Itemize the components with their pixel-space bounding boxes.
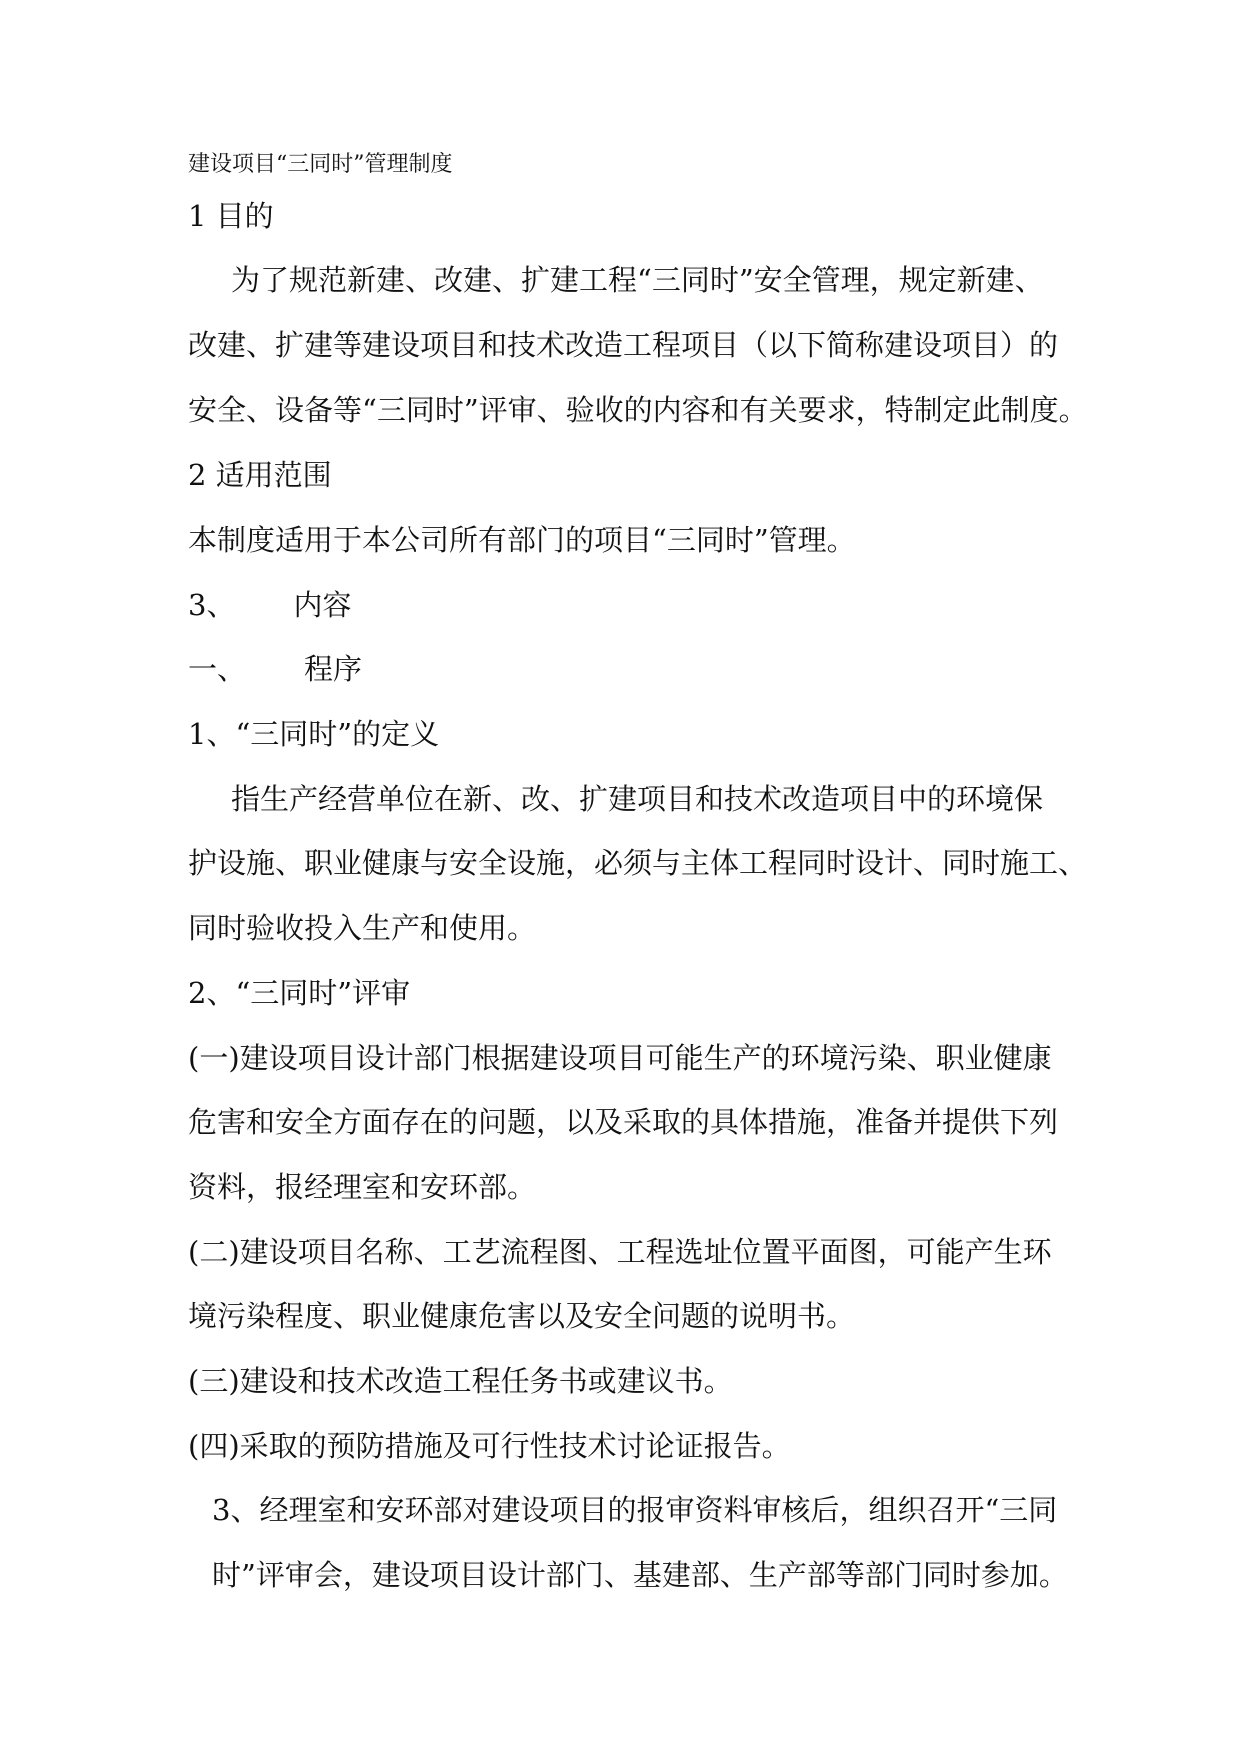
paragraph-line: 危害和安全方面存在的问题，以及采取的具体措施，准备并提供下列 (188, 1105, 1059, 1139)
document-title: 建设项目“三同时”管理制度 (188, 152, 453, 177)
paragraph-line: (三)建设和技术改造工程任务书或建议书。 (188, 1364, 733, 1398)
item-heading-review: 2、“三同时”评审 (188, 976, 411, 1010)
paragraph-line: 安全、设备等“三同时”评审、验收的内容和有关要求，特制定此制度。 (188, 393, 1088, 427)
paragraph-line: 本制度适用于本公司所有部门的项目“三同时”管理。 (188, 523, 856, 557)
paragraph-line: 改建、扩建等建设项目和技术改造工程项目（以下简称建设项目）的 (188, 328, 1059, 362)
paragraph-line: 境污染程度、职业健康危害以及安全问题的说明书。 (188, 1299, 856, 1333)
paragraph-line: (一)建设项目设计部门根据建设项目可能生产的环境污染、职业健康 (188, 1041, 1052, 1075)
section-label: 内容 (293, 588, 352, 622)
paragraph-line: 时”评审会，建设项目设计部门、基建部、生产部等部门同时参加。 (212, 1558, 1068, 1592)
section-number: 3、 (188, 588, 236, 622)
paragraph-line: 资料，报经理室和安环部。 (188, 1170, 537, 1204)
subsection-number: 一、 (188, 652, 247, 686)
subsection-heading-procedure (188, 649, 362, 689)
paragraph-line: (四)采取的预防措施及可行性技术讨论证报告。 (188, 1429, 791, 1463)
section-heading-purpose: 1 目的 (188, 199, 274, 233)
paragraph-line: 3、经理室和安环部对建设项目的报审资料审核后，组织召开“三同 (212, 1493, 1058, 1527)
paragraph-line: 指生产经营单位在新、改、扩建项目和技术改造项目中的环境保 (231, 782, 1044, 816)
paragraph-line: (二)建设项目名称、工艺流程图、工程选址位置平面图，可能产生环 (188, 1235, 1052, 1269)
section-heading-content (188, 585, 351, 625)
paragraph-line: 为了规范新建、改建、扩建工程“三同时”安全管理，规定新建、 (231, 263, 1044, 297)
item-heading-definition: 1、“三同时”的定义 (188, 717, 440, 751)
paragraph-line: 护设施、职业健康与安全设施，必须与主体工程同时设计、同时施工、 (188, 846, 1088, 880)
paragraph-line: 同时验收投入生产和使用。 (188, 911, 537, 945)
section-heading-scope: 2 适用范围 (188, 458, 332, 492)
subsection-label: 程序 (304, 652, 363, 686)
